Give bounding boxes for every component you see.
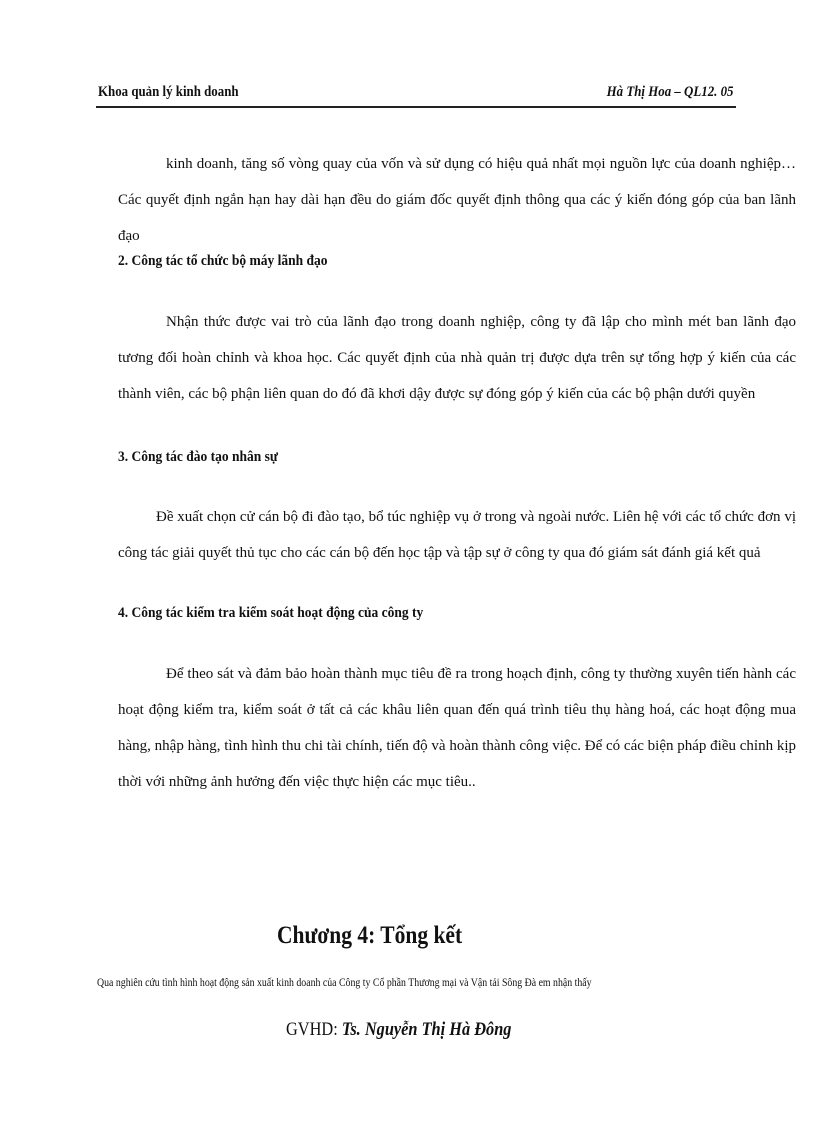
section-body-3: Đề xuất chọn cử cán bộ đi đào tạo, bổ túc nghiệp vụ ở trong và ngoài nước. Liên hệ với các tổ chức đơn vị công tác giải quyết thủ tục cho các cán bộ đến học tập và tập sự ở công ty qua đó giám sát đánh giá kết quả: [118, 509, 796, 561]
page-header: [96, 84, 736, 108]
advisor-name: Ts. Nguyễn Thị Hà Đông: [341, 1019, 512, 1040]
advisor-line: [286, 1019, 511, 1041]
section-body-2: Nhận thức được vai trò của lãnh đạo trong doanh nghiệp, công ty đã lập cho mình mét ban lãnh đạo tương đối hoàn chỉnh và khoa học. Các quyết định của nhà quản trị được dựa trên sự tổng hợp ý kiến của các thành viên, các bộ phận liên quan do đó đã khơi dậy được sự đóng góp ý kiến của các bộ phận dưới quyền: [118, 314, 796, 402]
section-heading-2: 2. Công tác tổ chức bộ máy lãnh đạo: [118, 253, 328, 269]
chapter-intro: Qua nghiên cứu tình hình hoạt động sản xuất kinh doanh của Công ty Cổ phần Thương mại và Vận tải Sông Đà em nhận thấy: [97, 975, 592, 989]
header-department: Khoa quản lý kinh doanh: [98, 84, 239, 100]
intro-paragraph: kinh doanh, tăng số vòng quay của vốn và sử dụng có hiệu quả nhất mọi nguồn lực của doanh nghiệp…Các quyết định ngắn hạn hay dài hạn đều do giám đốc quyết định thông qua các ý kiến đóng góp của ban lãnh đạo: [118, 156, 796, 244]
advisor-label: GVHD:: [286, 1019, 338, 1040]
section-heading-3: 3. Công tác đào tạo nhân sự: [118, 449, 279, 465]
section-body-4: Để theo sát và đảm bảo hoàn thành mục tiêu đề ra trong hoạch định, công ty thường xuyên tiến hành các hoạt động kiểm tra, kiểm soát ở tất cả các khâu liên quan đến quá trình tiêu thụ hàng hoá, các hoạt động mua hàng, nhập hàng, tình hình thu chi tài chính, tiến độ và hoàn thành công việc. Để có các biện pháp điều chỉnh kịp thời với những ảnh hưởng đến việc thực hiện các mục tiêu..: [118, 666, 796, 790]
section-heading-4: 4. Công tác kiểm tra kiểm soát hoạt động của công ty: [118, 605, 424, 621]
header-author: Hà Thị Hoa – QL12. 05: [607, 84, 734, 100]
chapter-title: Chương 4: Tổng kết: [277, 922, 463, 949]
